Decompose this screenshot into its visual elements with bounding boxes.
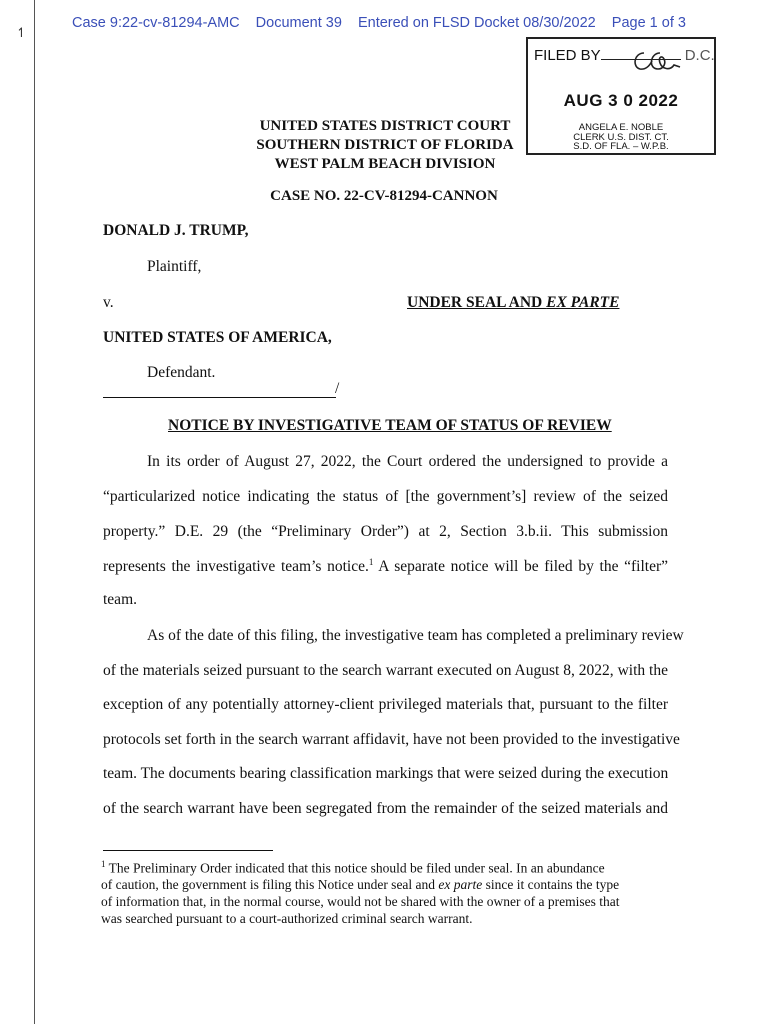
- case-number: CASE NO. 22-CV-81294-CANNON: [270, 188, 498, 204]
- notice-title: NOTICE BY INVESTIGATIVE TEAM OF STATUS OF REVIEW: [168, 417, 612, 434]
- footnote-rule: [103, 850, 273, 851]
- plaintiff-name: DONALD J. TRUMP,: [103, 222, 249, 239]
- body-line: of the search warrant have been segregated from the remainder of the seized materials and: [103, 800, 668, 817]
- filed-stamp: [526, 37, 716, 155]
- header-case: Case 9:22-cv-81294-AMC: [72, 15, 240, 31]
- docket-header: [72, 15, 698, 31]
- stamp-date: AUG 3 0 2022: [563, 91, 679, 110]
- body-line: exception of any potentially attorney-client privileged materials that, pursuant to the filter: [103, 696, 668, 713]
- caption-rule: [103, 397, 336, 398]
- body-line: of the materials seized pursuant to the search warrant executed on August 8, 2022, with the: [103, 662, 668, 679]
- body-line: team. The documents bearing classification markings that were seized during the execution: [103, 765, 669, 782]
- court-heading: UNITED STATES DISTRICT COURT SOUTHERN DISTRICT OF FLORIDA WEST PALM BEACH DIVISION: [256, 118, 514, 172]
- body-line: property.” D.E. 29 (the “Preliminary Order”) at 2, Section 3.b.ii. This submission: [103, 523, 668, 540]
- footnote-reference: 1: [368, 557, 374, 567]
- footnote-line: of information that, in the normal course, would not be shared with the owner of a premises that: [101, 894, 620, 909]
- body-line: represents the investigative team’s notice.$^1$ A separate notice will be filed by the “filter”: [103, 557, 668, 576]
- body-line: team.: [103, 591, 137, 608]
- defendant-role: Defendant.: [147, 364, 216, 381]
- margin-mark: ↿: [16, 26, 27, 41]
- page-edge-rule: [34, 0, 35, 1024]
- versus: v.: [103, 294, 114, 311]
- body-line: protocols set forth in the search warrant affidavit, have not been provided to the investigative: [103, 731, 680, 748]
- footnote-line: was searched pursuant to a court-authorized criminal search warrant.: [101, 911, 473, 926]
- header-entered: Entered on FLSD Docket 08/30/2022: [357, 15, 596, 31]
- header-page: Page 1 of 3: [611, 15, 686, 31]
- stamp-clerk: ANGELA E. NOBLE CLERK U.S. DIST. CT. S.D. OF FLA. – W.P.B.: [573, 122, 669, 152]
- stamp-filed-by: FILED BY D.C.: [534, 47, 715, 64]
- footnote-line: of caution, the government is filing this Notice under seal and ex parte since it contains the type: [101, 877, 620, 892]
- body-line: In its order of August 27, 2022, the Court ordered the undersigned to provide a: [147, 453, 668, 470]
- body-line: As of the date of this filing, the investigative team has completed a preliminary review: [147, 627, 684, 644]
- seal-designation: UNDER SEAL AND EX PARTE: [407, 294, 620, 311]
- defendant-name: UNITED STATES OF AMERICA,: [103, 329, 332, 346]
- footnote-line: $^1$ The Preliminary Order indicated that this notice should be filed under seal. In an abundance: [101, 859, 605, 876]
- caption-slash: /: [335, 380, 340, 397]
- header-document: Document 39: [255, 15, 342, 31]
- plaintiff-role: Plaintiff,: [147, 258, 202, 275]
- body-line: “particularized notice indicating the status of [the government’s] review of the seized: [103, 488, 668, 505]
- clerk-signature: [630, 47, 688, 75]
